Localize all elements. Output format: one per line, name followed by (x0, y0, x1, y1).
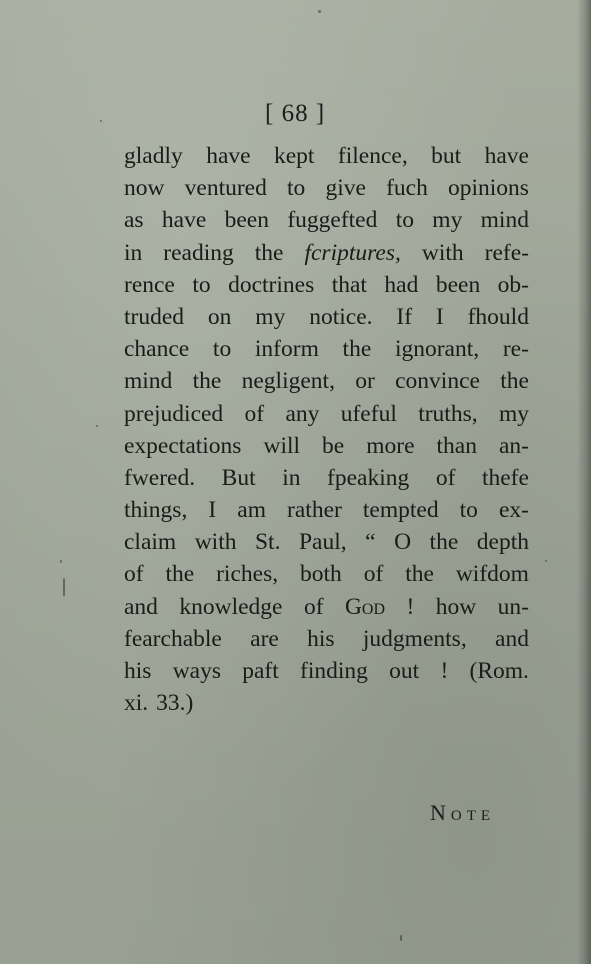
catchword: Note (430, 800, 496, 825)
paper-speck (545, 560, 547, 562)
text-line: fwered. But in fpeaking of thefe (124, 464, 529, 491)
paper-speck (96, 425, 98, 427)
text-line: his ways paft finding out ! (Rom. (124, 658, 529, 684)
body-text (124, 140, 529, 719)
paper-speck (63, 578, 65, 596)
text-line: expectations will be more than an- (124, 432, 529, 459)
text-line: xi. 33.) (124, 690, 194, 717)
text-line: prejudiced of any ufeful truths, my (124, 400, 529, 427)
text-line: claim with St. Paul, “ O the depth (124, 529, 529, 556)
text-line: fearchable are his judgments, and (124, 625, 529, 652)
page-number-header: [ 68 ] (265, 100, 326, 127)
text-line: in reading the fcriptures, with refe- (124, 239, 529, 266)
paper-speck (400, 935, 402, 941)
text-line: mind the negligent, or convince the (124, 368, 529, 395)
page-edge-shadow (577, 0, 591, 964)
text-line: gladly have kept filence, but have (124, 143, 529, 169)
text-line: things, I am rather tempted to ex- (124, 497, 529, 524)
text-line: of the riches, both of the wifdom (124, 561, 529, 588)
paper-speck (100, 120, 102, 122)
text-line: now ventured to give fuch opinions (124, 175, 529, 202)
text-line: truded on my notice. If I fhould (124, 303, 529, 330)
text-line: rence to doctrines that had been ob- (124, 271, 529, 298)
text-line: as have been fuggefted to my mind (124, 207, 529, 234)
text-line: chance to inform the ignorant, re- (124, 336, 529, 363)
text-line: and knowledge of God ! how un- (124, 593, 529, 620)
paper-speck (60, 560, 62, 563)
paper-speck (318, 10, 321, 13)
